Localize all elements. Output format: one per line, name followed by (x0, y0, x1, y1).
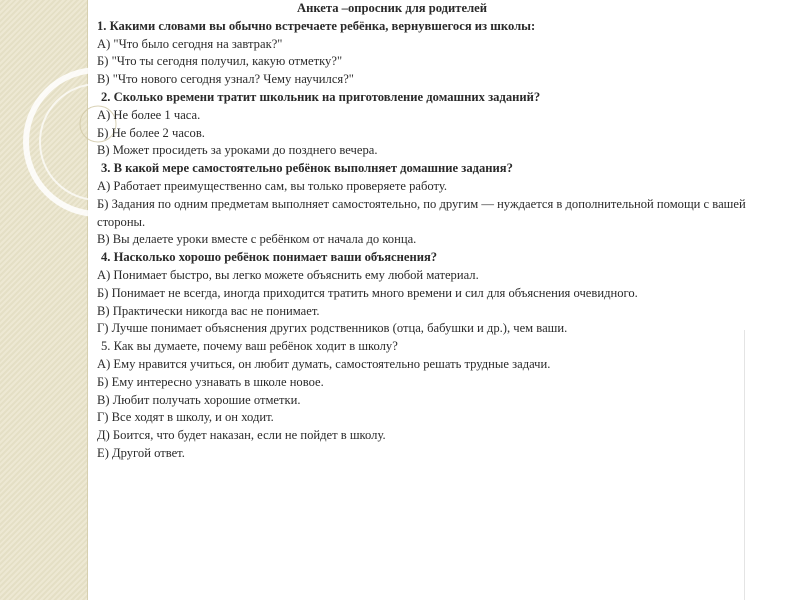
answer-4a: А) Понимает быстро, вы легко можете объяснить ему любой материал. (97, 267, 479, 282)
answer-1b: Б) "Что ты сегодня получил, какую отметку?" (97, 54, 343, 69)
question-2: 2. Сколько времени тратит школьник на приготовление домашних заданий? (101, 89, 541, 104)
answer-2c: В) Может просидеть за уроками до позднего вечера. (97, 143, 378, 158)
answer-3b: Б) Задания по одним предметам выполняет самостоятельно, по другим — нуждается в дополнительной помощи с вашей стороны. (97, 196, 746, 229)
answer-5e: Д) Боится, что будет наказан, если не пойдет в школу. (97, 428, 386, 443)
question-3: 3. В какой мере самостоятельно ребёнок выполняет домашние задания? (101, 161, 513, 176)
answer-2a: А) Не более 1 часа. (97, 107, 201, 122)
answer-2b: Б) Не более 2 часов. (97, 125, 205, 140)
question-4: 4. Насколько хорошо ребёнок понимает ваши объяснения? (101, 250, 438, 265)
answer-1c: В) "Что нового сегодня узнал? Чему научился?" (97, 72, 354, 87)
answer-4c: В) Практически никогда вас не понимает. (97, 303, 320, 318)
answer-5c: В) Любит получать хорошие отметки. (97, 392, 301, 407)
answer-4b: Б) Понимает не всегда, иногда приходится тратить много времени и сил для объяснения очевидного. (97, 285, 638, 300)
answer-5d: Г) Все ходят в школу, и он ходит. (97, 410, 274, 425)
question-1: 1. Какими словами вы обычно встречаете ребёнка, вернувшегося из школы: (97, 18, 536, 33)
answer-3a: А) Работает преимущественно сам, вы только проверяете работу. (97, 178, 448, 193)
answer-5a: А) Ему нравится учиться, он любит думать, самостоятельно решать трудные задачи. (97, 356, 551, 371)
answer-1a: А) "Что было сегодня на завтрак?" (97, 36, 283, 51)
answer-4d: Г) Лучше понимает объяснения других родственников (отца, бабушки и др.), чем ваши. (97, 321, 568, 336)
questionnaire-document (97, 0, 797, 463)
answer-5b: Б) Ему интересно узнавать в школе новое. (97, 374, 324, 389)
answer-5f: Е) Другой ответ. (97, 445, 185, 460)
answer-3c: В) Вы делаете уроки вместе с ребёнком от начала до конца. (97, 232, 417, 247)
question-5: 5. Как вы думаете, почему ваш ребёнок ходит в школу? (101, 339, 398, 354)
document-title: Анкета –опросник для родителей (297, 1, 487, 15)
